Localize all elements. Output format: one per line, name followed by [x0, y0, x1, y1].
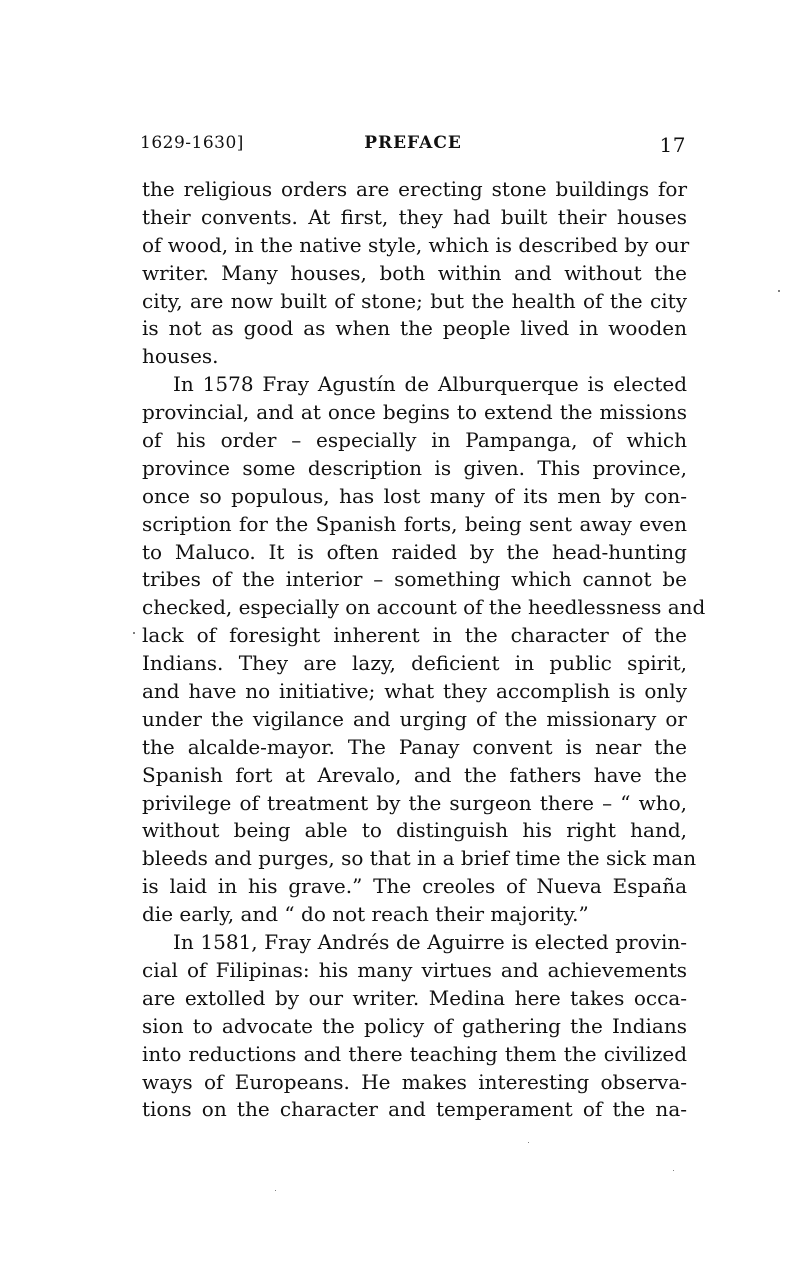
text-line: tribes of the interior – something which cannot be — [142, 567, 687, 592]
text-line: under the vigilance and urging of the missionary or — [142, 706, 687, 731]
scan-speck — [275, 1190, 276, 1191]
text-line: and have no initiative; what they accomplish is only — [142, 679, 687, 704]
text-line: scription for the Spanish forts, being sent away even — [142, 511, 687, 536]
page-number: 17 — [659, 133, 686, 157]
text-line: die early, and “ do not reach their majority.” — [142, 902, 589, 927]
text-line: are extolled by our writer. Medina here takes occa- — [142, 985, 687, 1010]
text-line: sion to advocate the policy of gathering the Indians — [142, 1013, 687, 1038]
text-line: is laid in his grave.” The creoles of Nueva España — [142, 874, 687, 899]
text-line: In 1581, Fray Andrés de Aguirre is elected provin- — [173, 930, 687, 955]
text-line: provincial, and at once begins to extend the missions — [142, 400, 687, 425]
text-line: writer. Many houses, both within and without the — [142, 260, 687, 285]
text-line: houses. — [142, 344, 219, 369]
text-line: cial of Filipinas: his many virtues and achievements — [142, 957, 687, 982]
text-line: the religious orders are erecting stone buildings for — [142, 177, 687, 201]
text-line: lack of foresight inherent in the character of the — [142, 623, 687, 648]
scan-speck — [673, 1170, 674, 1171]
text-line: privilege of treatment by the surgeon there – “ who, — [142, 790, 687, 815]
text-line: their convents. At first, they had built their houses — [142, 204, 687, 229]
header-title: PREFACE — [364, 133, 462, 153]
text-line: of his order – especially in Pampanga, of which — [142, 428, 687, 453]
text-line: once so populous, has lost many of its men by con- — [142, 483, 687, 508]
text-line: city, are now built of stone; but the health of the city — [142, 288, 687, 313]
text-line: to Maluco. It is often raided by the head-hunting — [142, 539, 687, 564]
scan-speck — [528, 1142, 529, 1143]
text-line: Spanish fort at Arevalo, and the fathers have the — [142, 762, 687, 787]
text-line: into reductions and there teaching them the civilized — [142, 1041, 687, 1066]
text-line: tions on the character and temperament of the na- — [142, 1097, 687, 1122]
text-line: ways of Europeans. He makes interesting observa- — [142, 1069, 687, 1094]
body-text — [142, 176, 706, 1124]
text-line: the alcalde-mayor. The Panay convent is near the — [142, 734, 687, 759]
text-line: is not as good as when the people lived in wooden — [142, 316, 687, 341]
scan-speck — [778, 290, 780, 292]
text-line: without being able to distinguish his right hand, — [142, 818, 687, 843]
text-line: bleeds and purges, so that in a brief time the sick man — [142, 846, 697, 871]
header-date-range: 1629-1630] — [140, 133, 244, 153]
text-line: of wood, in the native style, which is described by our — [142, 232, 690, 257]
text-line: checked, especially on account of the heedlessness and — [142, 595, 706, 620]
scan-speck — [133, 632, 135, 634]
text-line: In 1578 Fray Agustín de Alburquerque is elected — [173, 372, 687, 397]
text-line: Indians. They are lazy, deficient in public spirit, — [142, 651, 687, 676]
running-header — [140, 133, 686, 159]
text-line: province some description is given. This province, — [142, 455, 687, 480]
